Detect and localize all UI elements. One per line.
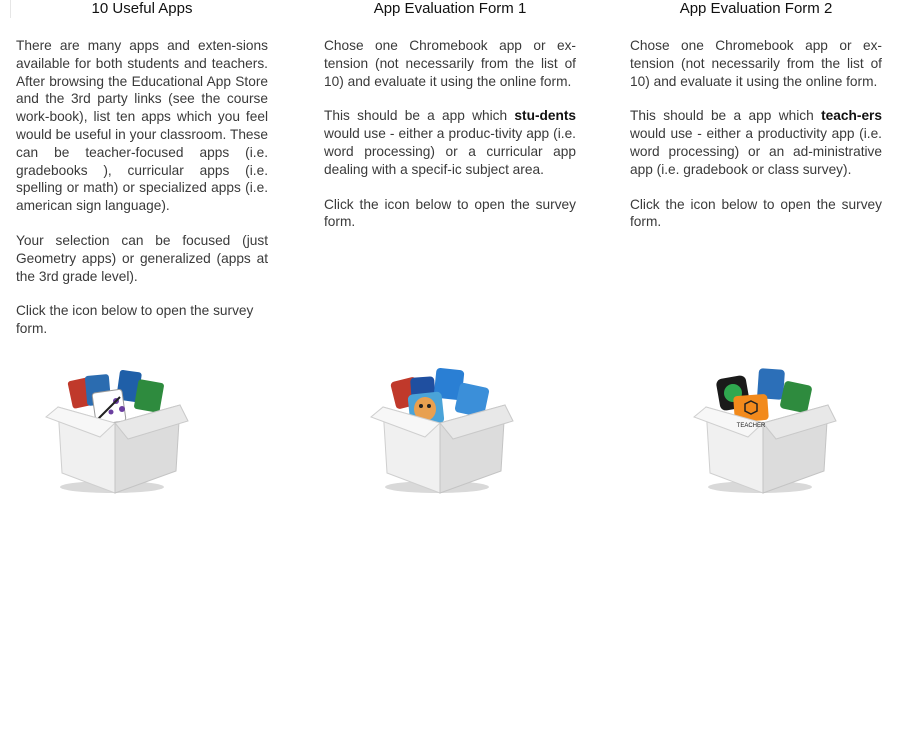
column-title: 10 Useful Apps bbox=[91, 0, 193, 17]
column-useful-apps bbox=[16, 0, 268, 355]
intro-paragraph: Chose one Chromebook app or ex-tension (not necessarily from the list of 10) and evaluate it using the online form. bbox=[630, 38, 882, 89]
intro-paragraph: There are many apps and exten-sions available for both students and teachers. After browsing the Educational App Store and the 3rd party links (see the course work-book), list ten apps which you feel would be useful in your classroom. These can be teacher-focused apps (i.e. gradebooks ), curricular apps (i.e. spelling or math) or specialized apps (i.e. american sign language). bbox=[16, 38, 268, 214]
intro-paragraph: Chose one Chromebook app or ex-tension (not necessarily from the list of 10) and evaluate it using the online form. bbox=[324, 38, 576, 89]
student-app-box-icon[interactable] bbox=[365, 365, 515, 495]
audience-post: would use - either a productivity app (i.e. word processing) or an ad-ministrative app (i.e. gradebook or class survey). bbox=[630, 126, 882, 177]
column-title: App Evaluation Form 1 bbox=[373, 0, 527, 17]
audience-paragraph bbox=[324, 107, 576, 178]
box-label: TEACHER bbox=[736, 423, 766, 429]
column-eval-form-1 bbox=[324, 0, 576, 248]
audience-paragraph bbox=[630, 107, 882, 178]
column-divider bbox=[10, 0, 11, 18]
audience-post: would use - either a produc-tivity app (i.e. word processing) or a curricular app dealing with a specif-ic subject area. bbox=[324, 126, 576, 177]
instruction-paragraph: Click the icon below to open the survey form. bbox=[16, 303, 254, 337]
column-title: App Evaluation Form 2 bbox=[679, 0, 833, 17]
audience-pre: This should be a app which bbox=[630, 108, 822, 124]
selection-paragraph: Your selection can be focused (just Geometry apps) or generalized (apps at the 3rd grade level). bbox=[16, 232, 268, 284]
audience-pre: This should be a app which bbox=[324, 108, 515, 124]
app-box-icon[interactable] bbox=[40, 365, 190, 495]
instruction-paragraph: Click the icon below to open the survey form. bbox=[630, 196, 882, 230]
column-eval-form-2 bbox=[630, 0, 882, 248]
instruction-paragraph: Click the icon below to open the survey form. bbox=[324, 196, 576, 230]
audience-bold: teach-ers bbox=[821, 108, 882, 124]
audience-bold: stu-dents bbox=[514, 108, 576, 124]
teacher-app-box-icon[interactable] bbox=[688, 365, 838, 495]
